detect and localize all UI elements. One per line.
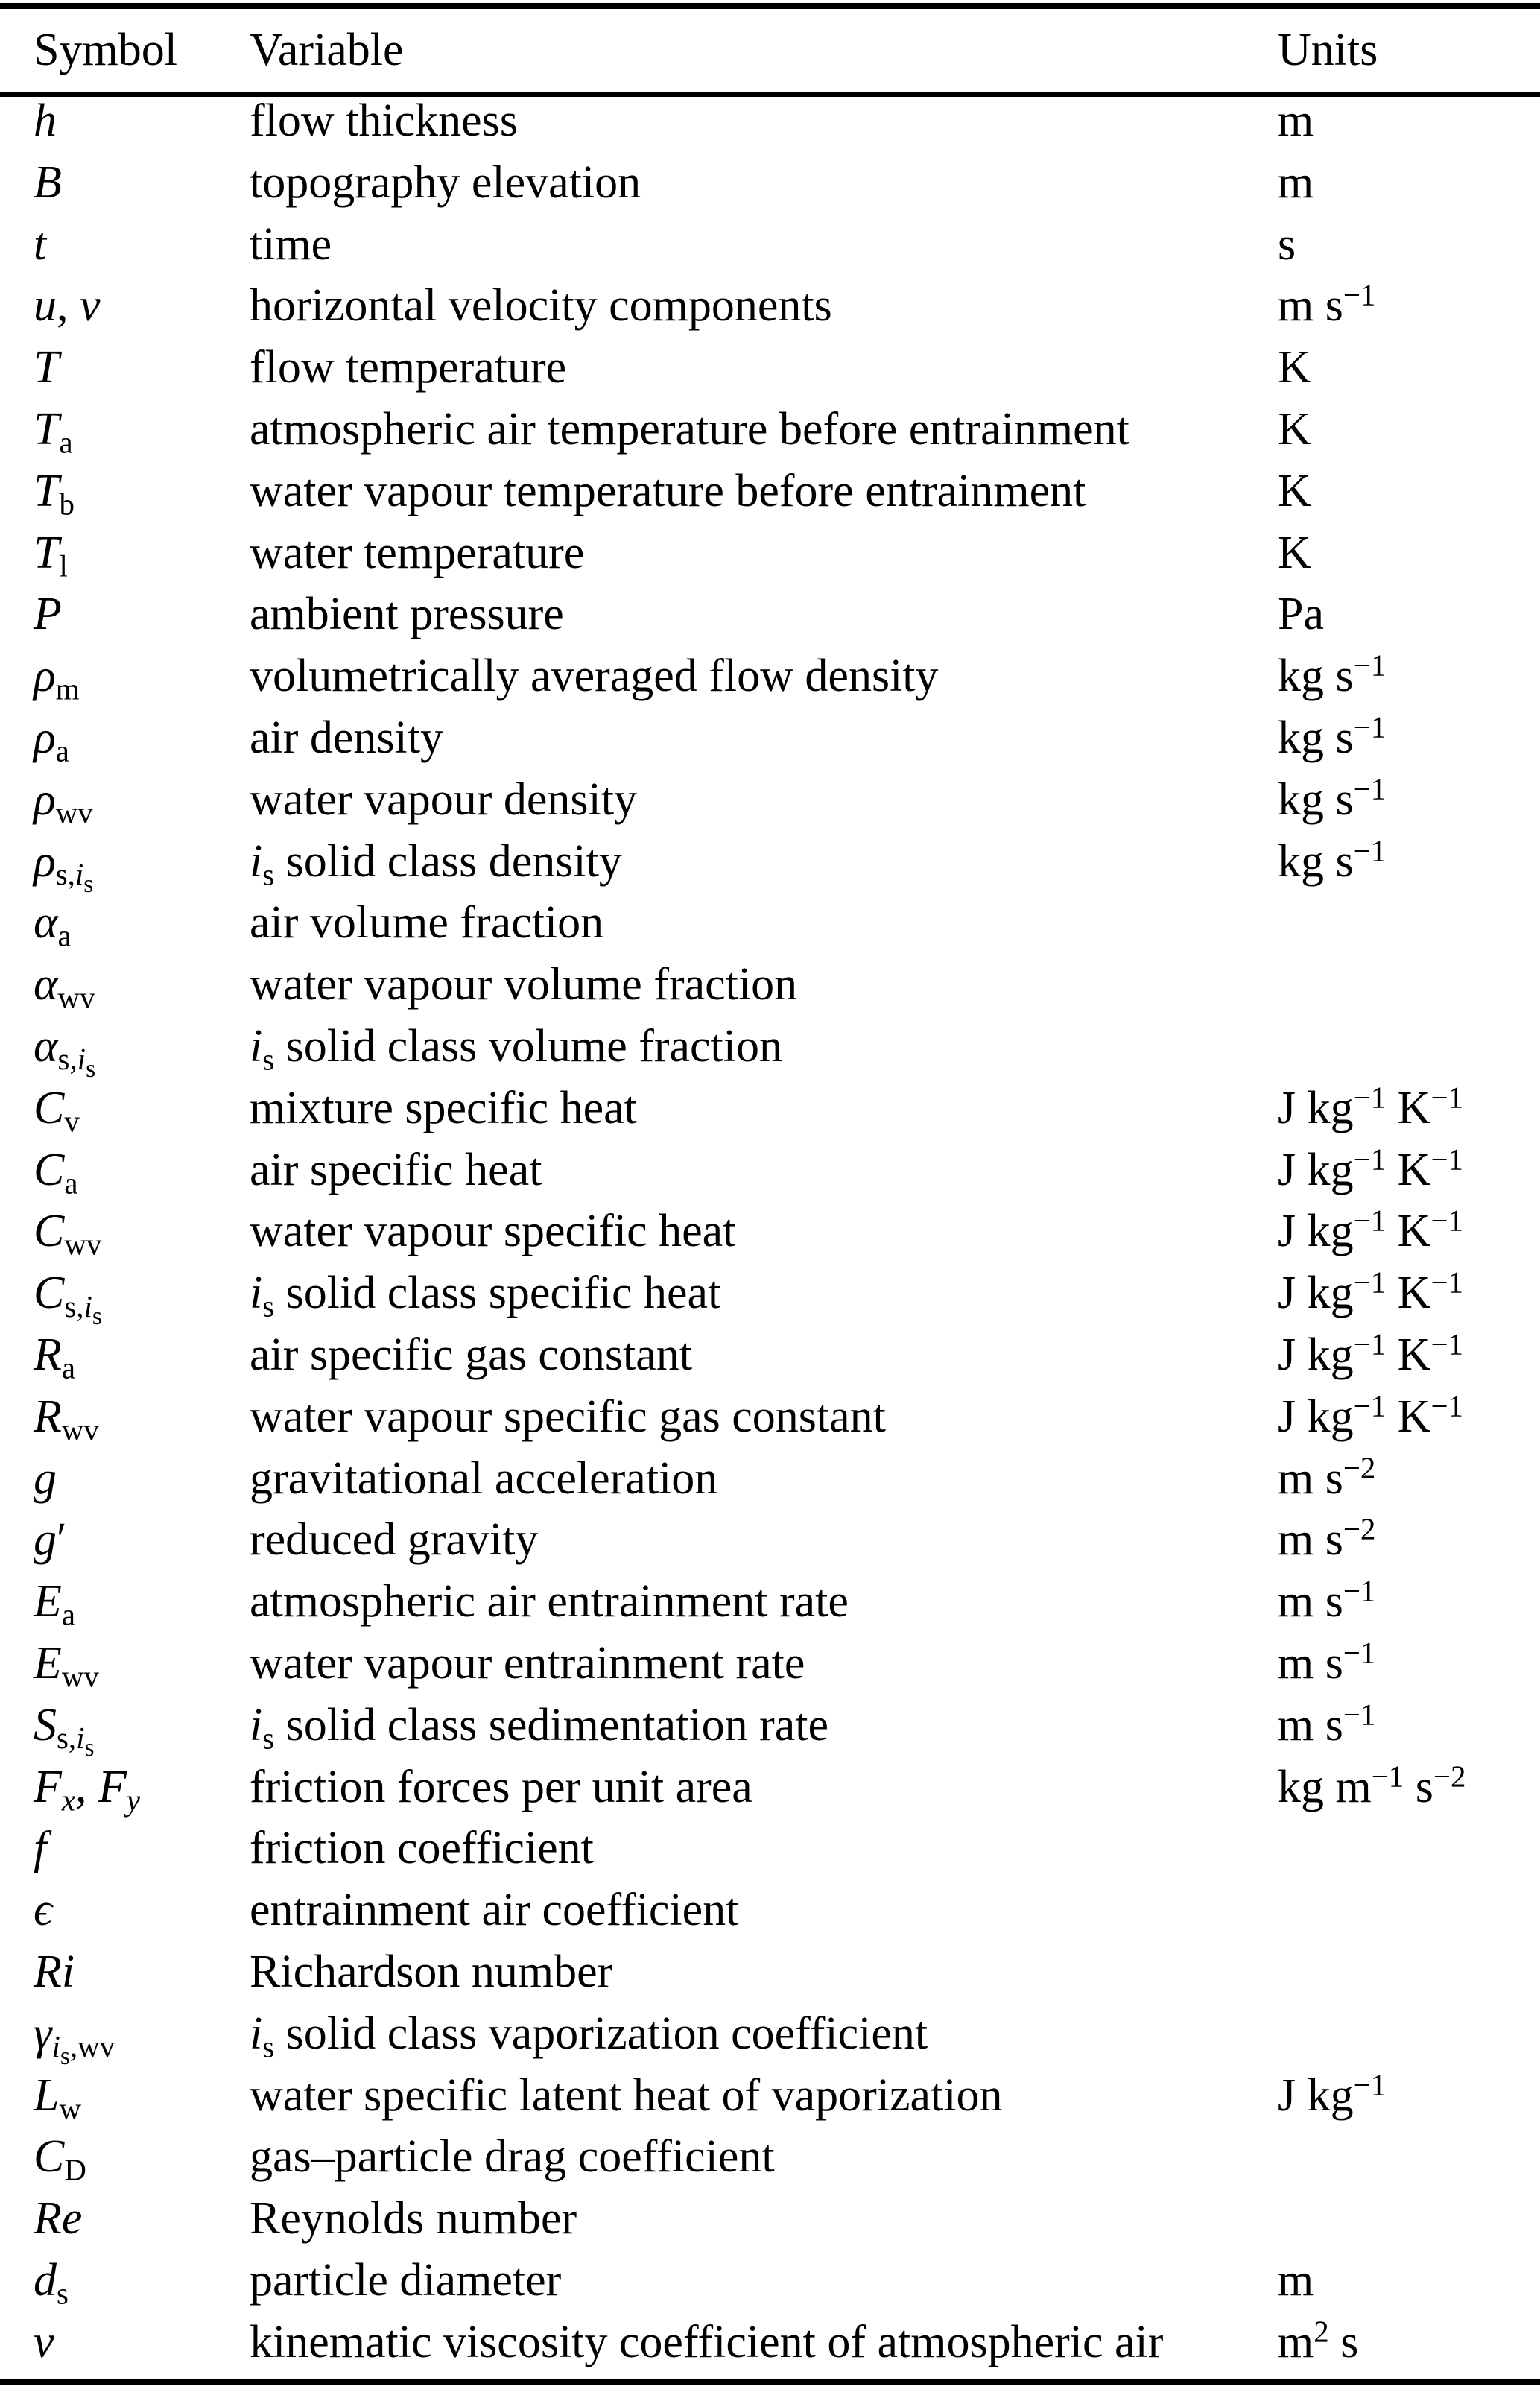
column-header-variable: Variable (250, 6, 1278, 95)
variable-cell: flow temperature (250, 342, 567, 393)
symbol-cell: P (34, 589, 62, 640)
column-header-symbol: Symbol (0, 6, 250, 95)
table-row (0, 1516, 1540, 1578)
units-cell: $m^2$ s (1278, 2315, 1359, 2367)
variable-cell: particle diameter (250, 2254, 562, 2306)
table-row (0, 2195, 1540, 2256)
symbol-cell: ν (34, 2316, 54, 2367)
units-cell: m (1278, 2254, 1314, 2306)
header-row (0, 6, 1540, 95)
table-row (0, 1639, 1540, 1701)
variable-cell: air specific gas constant (250, 1329, 692, 1380)
units-cell: m $s^{-1}$ (1278, 1574, 1376, 1628)
table-row (0, 1084, 1540, 1146)
symbol-cell: T (34, 342, 60, 393)
variable-cell: gas–particle drag coefficient (250, 2131, 775, 2183)
symbol-cell: $C_a$ (34, 1144, 78, 1200)
symbol-cell: $C_{wv}$ (34, 1206, 102, 1262)
units-cell (1278, 2195, 1540, 2256)
variable-cell: friction forces per unit area (250, 1761, 752, 1812)
table-row (0, 1146, 1540, 1208)
table-row (0, 1763, 1540, 1825)
symbol-cell: $\rho_{s,i_s}$ (34, 835, 94, 899)
symbol-cell: $\rho_a$ (34, 712, 69, 768)
symbol-cell: $\rho_m$ (34, 651, 80, 706)
variable-cell: kinematic viscosity coefficient of atmospheric air (250, 2316, 1164, 2367)
symbol-cell: $T_b$ (34, 465, 75, 522)
variable-cell: air specific heat (250, 1144, 542, 1195)
variable-cell: mixture specific heat (250, 1082, 637, 1133)
table-row (0, 2133, 1540, 2195)
table-row (0, 652, 1540, 714)
units-cell: J $kg^{-1}$ $K^{-1}$ (1278, 1389, 1463, 1442)
units-cell: J $kg^{-1}$ (1278, 2068, 1387, 2121)
table-row (0, 899, 1540, 961)
units-cell: kg $m^{-1}$ $s^{-2}$ (1278, 1759, 1466, 1812)
table-row (0, 2256, 1540, 2318)
symbol-cell: $C_v$ (34, 1082, 80, 1139)
table-row (0, 590, 1540, 652)
table-row (0, 961, 1540, 1022)
units-cell (1278, 1948, 1540, 2010)
units-cell: Pa (1278, 589, 1324, 640)
table-row (0, 405, 1540, 467)
symbol-cell: $C_D$ (34, 2131, 86, 2187)
units-cell (1278, 1886, 1540, 1948)
units-cell: K (1278, 465, 1311, 516)
units-cell: kg $s^{-1}$ (1278, 710, 1387, 763)
table-row (0, 95, 1540, 159)
symbol-cell: ϵ (34, 1885, 52, 1936)
symbol-cell: $S_{s,i_s}$ (34, 1699, 95, 1762)
symbol-cell: $E_{wv}$ (34, 1637, 99, 1694)
symbol-cell: $\alpha_a$ (34, 897, 72, 953)
symbol-cell: g (34, 1452, 57, 1504)
table-row (0, 714, 1540, 776)
units-cell: J $kg^{-1}$ $K^{-1}$ (1278, 1265, 1463, 1319)
table-row (0, 467, 1540, 529)
table-row (0, 1948, 1540, 2010)
variable-cell: ambient pressure (250, 589, 564, 640)
table-row (0, 1207, 1540, 1269)
variable-cell: atmospheric air entrainment rate (250, 1576, 849, 1628)
table-row (0, 1886, 1540, 1948)
table-header (0, 6, 1540, 95)
symbol-cell: Re (34, 2193, 83, 2245)
table-row (0, 1269, 1540, 1331)
symbol-cell: t (34, 218, 47, 270)
table-row (0, 838, 1540, 899)
variable-cell: water vapour specific gas constant (250, 1391, 886, 1442)
column-header-units: Units (1278, 6, 1540, 95)
table-row (0, 159, 1540, 221)
variable-cell: $i_s$ solid class volume fraction (250, 1020, 783, 1077)
units-cell (1278, 1824, 1540, 1886)
variable-cell: reduced gravity (250, 1514, 539, 1566)
variable-cell: gravitational acceleration (250, 1452, 718, 1504)
variable-cell: Richardson number (250, 1946, 613, 1997)
symbol-cell: u, v (34, 280, 101, 332)
variable-cell: horizontal velocity components (250, 280, 832, 332)
variable-cell: water specific latent heat of vaporization (250, 2069, 1003, 2121)
table-row (0, 1022, 1540, 1084)
units-cell: m $s^{-2}$ (1278, 1451, 1376, 1504)
symbols-table (0, 3, 1540, 2385)
units-cell: s (1278, 218, 1296, 270)
variable-cell: water vapour density (250, 774, 637, 825)
units-cell: J $kg^{-1}$ $K^{-1}$ (1278, 1081, 1463, 1133)
symbol-cell: f (34, 1823, 47, 1874)
symbol-cell: $F_x$, $F_y$ (34, 1761, 141, 1817)
symbol-cell: $\rho_{wv}$ (34, 774, 93, 830)
units-cell (1278, 1022, 1540, 1084)
variable-cell: water vapour entrainment rate (250, 1637, 805, 1689)
variable-cell: water vapour temperature before entrainment (250, 465, 1086, 516)
symbol-cell: h (34, 95, 57, 146)
variable-cell: $i_s$ solid class specific heat (250, 1268, 721, 1323)
table-row (0, 2072, 1540, 2133)
symbol-cell: $E_a$ (34, 1576, 76, 1632)
variable-cell: volumetrically averaged flow density (250, 651, 939, 702)
variable-cell: $i_s$ solid class sedimentation rate (250, 1699, 828, 1756)
table-row (0, 1455, 1540, 1516)
units-cell (1278, 961, 1540, 1022)
symbol-cell: $\alpha_{s,i_s}$ (34, 1020, 96, 1084)
units-cell: K (1278, 342, 1311, 393)
table-row (0, 1824, 1540, 1886)
units-cell: m $s^{-1}$ (1278, 1698, 1376, 1750)
variable-cell: air volume fraction (250, 897, 604, 949)
variable-cell: water temperature (250, 527, 585, 578)
units-cell: J $kg^{-1}$ $K^{-1}$ (1278, 1142, 1463, 1195)
table-row (0, 1578, 1540, 1639)
units-cell: K (1278, 403, 1311, 455)
variable-cell: entrainment air coefficient (250, 1885, 739, 1936)
symbol-cell: $R_a$ (34, 1329, 76, 1385)
units-cell: kg $s^{-1}$ (1278, 772, 1387, 825)
variable-cell: $i_s$ solid class vaporization coefficient (250, 2008, 928, 2064)
symbol-cell: $d_s$ (34, 2254, 69, 2311)
units-cell: J $kg^{-1}$ $K^{-1}$ (1278, 1203, 1463, 1257)
units-cell: K (1278, 527, 1311, 578)
units-cell: m $s^{-1}$ (1278, 1636, 1376, 1689)
units-cell (1278, 2133, 1540, 2195)
units-cell: m $s^{-1}$ (1278, 278, 1376, 332)
units-cell: m $s^{-2}$ (1278, 1512, 1376, 1566)
units-cell (1278, 2010, 1540, 2072)
variable-cell: $i_s$ solid class density (250, 835, 622, 892)
symbol-cell: $C_{s,i_s}$ (34, 1268, 102, 1330)
units-cell: kg $s^{-1}$ (1278, 648, 1387, 702)
symbol-cell: B (34, 156, 62, 208)
table-row (0, 344, 1540, 405)
table-row (0, 221, 1540, 282)
table-body (0, 95, 1540, 2382)
units-cell: kg $s^{-1}$ (1278, 834, 1387, 887)
variable-cell: Reynolds number (250, 2193, 577, 2245)
table-row (0, 776, 1540, 838)
variable-cell: water vapour specific heat (250, 1206, 736, 1257)
symbol-cell: $\gamma_{i_s,wv}$ (34, 2008, 115, 2071)
units-cell: J $kg^{-1}$ $K^{-1}$ (1278, 1327, 1463, 1380)
symbol-cell: $L_w$ (34, 2069, 82, 2125)
symbol-cell: Ri (34, 1946, 75, 1997)
symbol-cell: $T_a$ (34, 403, 73, 460)
variable-cell: water vapour volume fraction (250, 959, 798, 1010)
variable-cell: atmospheric air temperature before entrainment (250, 403, 1129, 455)
variable-cell: topography elevation (250, 156, 641, 208)
variable-cell: flow thickness (250, 95, 518, 146)
table-row (0, 529, 1540, 591)
variable-cell: air density (250, 712, 443, 763)
units-cell (1278, 899, 1540, 961)
table-row (0, 1701, 1540, 1763)
units-cell: m (1278, 156, 1314, 208)
symbol-cell: $R_{wv}$ (34, 1391, 99, 1447)
table-row (0, 1331, 1540, 1393)
symbol-cell: $\alpha_{wv}$ (34, 959, 95, 1015)
variable-cell: time (250, 218, 332, 270)
symbol-cell: g′ (34, 1514, 67, 1566)
table-row (0, 2318, 1540, 2383)
table-row (0, 282, 1540, 344)
table-row (0, 2010, 1540, 2072)
units-cell: m (1278, 95, 1314, 146)
variable-cell: friction coefficient (250, 1823, 594, 1874)
symbol-cell: $T_l$ (34, 527, 68, 583)
table-row (0, 1393, 1540, 1455)
